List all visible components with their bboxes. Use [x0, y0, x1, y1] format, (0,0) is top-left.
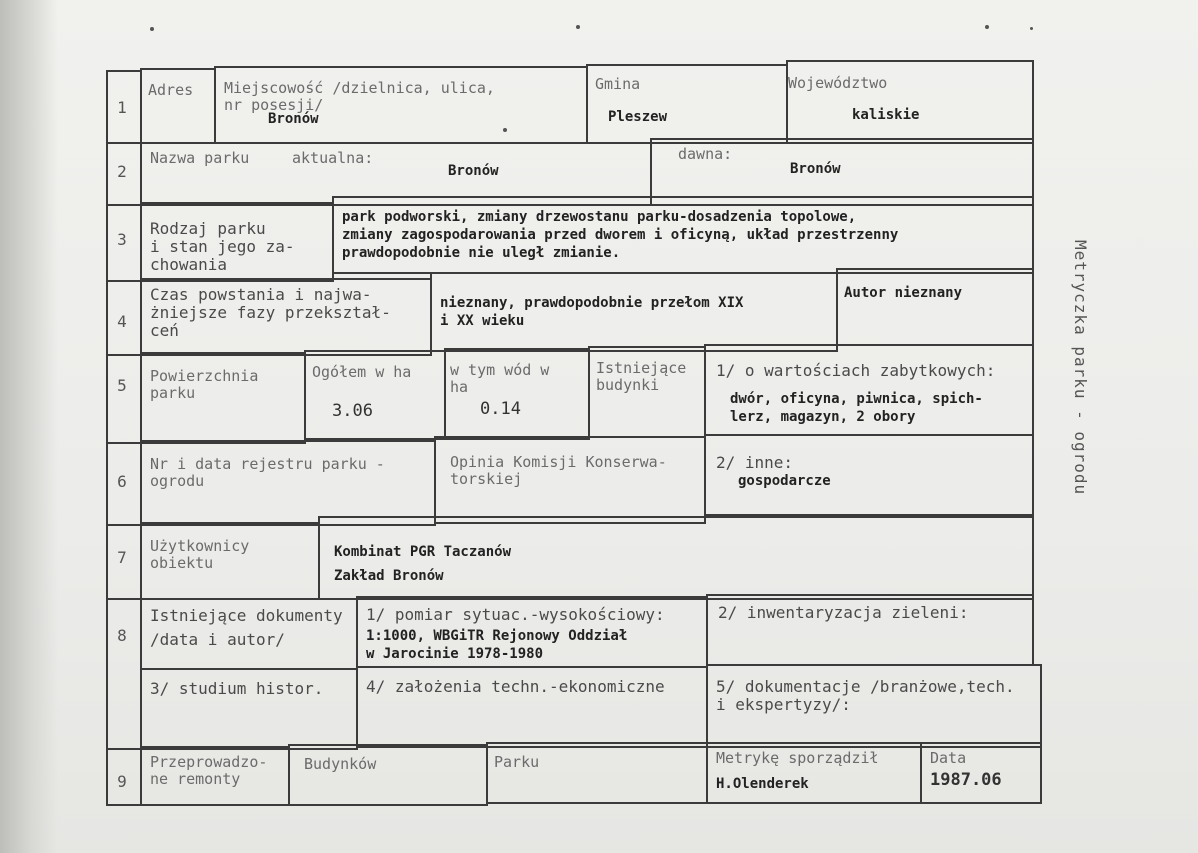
- gmina-label: Gmina: [595, 75, 641, 93]
- miejscowosc-value: Bronów: [268, 111, 319, 127]
- punch-mark-2: [576, 25, 580, 29]
- rodzaj-label: Rodzaj parku i stan jego za- chowania: [150, 219, 295, 274]
- rodzaj-value: park podworski, zmiany drzewostanu parku-dosadzenia topolowe, zmiany zagospodarowania przed dworem i oficyną, układ przestrzenny prawdopodobnie nie uległ zmianie.: [342, 209, 899, 261]
- opinia-label: Opinia Komisji Konserwa- torskiej: [450, 453, 667, 488]
- pomiar-value: 1:1000, WBGiTR Rejonowy Oddział w Jarocinie 1978-1980: [366, 628, 628, 662]
- budynki-label: Istniejące budynki: [596, 359, 687, 394]
- autor-cell: [836, 268, 1034, 346]
- budynkow-cell: [288, 744, 488, 806]
- inwentaryzacja-label: 2/ inwentaryzacja zieleni:: [718, 603, 969, 622]
- remonty-label: Przeprowadzo- ne remonty: [150, 753, 268, 788]
- adres-label-cell: [140, 68, 216, 144]
- czas-label: Czas powstania i najwa- żniejsze fazy przekształ- ceń: [150, 285, 391, 340]
- zabytkowe-value: dwór, oficyna, piwnica, spich- lerz, magazyn, 2 obory: [730, 391, 983, 425]
- row8-number: 8: [117, 626, 127, 645]
- uzytkownicy-value: Kombinat PGR Taczanów Zakład Bronów: [334, 544, 512, 584]
- wod-value: 0.14: [480, 399, 521, 419]
- ogolem-label: Ogółem w ha: [312, 363, 412, 381]
- data-label: Data: [930, 749, 967, 767]
- zabytkowe-label: 1/ o wartościach zabytkowych:: [716, 361, 996, 380]
- rejestr-label: Nr i data rejestru parku - ogrodu: [150, 455, 385, 490]
- budynkow-label: Budynków: [304, 755, 377, 773]
- card-shadow-edge: [0, 0, 58, 853]
- wojewodztwo-label: Województwo: [788, 74, 888, 92]
- wod-label: w tym wód w ha: [450, 361, 550, 396]
- row4-number: 4: [117, 312, 127, 331]
- inne-value: gospodarcze: [738, 473, 831, 489]
- row1-number: 1: [117, 98, 127, 117]
- autor-value: Autor nieznany: [844, 285, 963, 301]
- sporzadzil-value: H.Olenderek: [716, 776, 809, 792]
- pomiar-label: 1/ pomiar sytuac.-wysokościowy:: [366, 605, 665, 624]
- parku-label: Parku: [494, 753, 540, 771]
- inne-label: 2/ inne:: [716, 453, 794, 472]
- wojewodztwo-value: kaliskie: [852, 107, 920, 123]
- powierzchnia-label: Powierzchnia parku: [150, 367, 259, 402]
- dokumenty-label: Istniejące dokumenty /data i autor/: [150, 606, 343, 649]
- punch-mark-1: [150, 27, 154, 31]
- punch-mark-4: [1030, 27, 1033, 30]
- card-side-title: Metryczka parku - ogrodu: [1071, 240, 1090, 496]
- czas-value: nieznany, prawdopodobnie przełom XIX i XX wieku: [440, 295, 744, 329]
- dokumentacje-label: 5/ dokumentacje /branżowe,tech. i ekspertyzy/:: [716, 677, 1015, 714]
- row6-number: 6: [117, 472, 127, 491]
- miejscowosc-label: Miejscowość /dzielnica, ulica, nr posesji/: [224, 79, 495, 114]
- sporzadzil-label: Metrykę sporządził: [716, 749, 879, 767]
- adres-label: Adres: [148, 81, 194, 99]
- punch-mark-3: [985, 25, 989, 29]
- ogolem-value: 3.06: [332, 401, 373, 421]
- row9-number: 9: [117, 772, 127, 791]
- aktualna-label: aktualna:: [292, 149, 374, 167]
- dawna-label: dawna:: [678, 145, 733, 163]
- data-value: 1987.06: [930, 770, 1002, 790]
- row3-number: 3: [117, 230, 127, 249]
- row2-number: 2: [117, 162, 127, 181]
- studium-label: 3/ studium histor.: [150, 679, 324, 698]
- row5-number-cell: [106, 354, 142, 444]
- nazwa-parku-label: Nazwa parku: [150, 149, 250, 167]
- uzytkownicy-label: Użytkownicy obiektu: [150, 537, 250, 572]
- wojewodztwo-cell: [786, 60, 1034, 144]
- parku-cell: [486, 742, 708, 804]
- gmina-value: Pleszew: [608, 109, 668, 125]
- zalozenia-label: 4/ założenia techn.-ekonomiczne: [366, 677, 665, 696]
- row8-number-cell: [106, 598, 142, 750]
- row7-number: 7: [117, 548, 127, 567]
- dawna-value: Bronów: [790, 161, 841, 177]
- row5-number: 5: [117, 376, 127, 395]
- aktualna-value: Bronów: [448, 163, 499, 179]
